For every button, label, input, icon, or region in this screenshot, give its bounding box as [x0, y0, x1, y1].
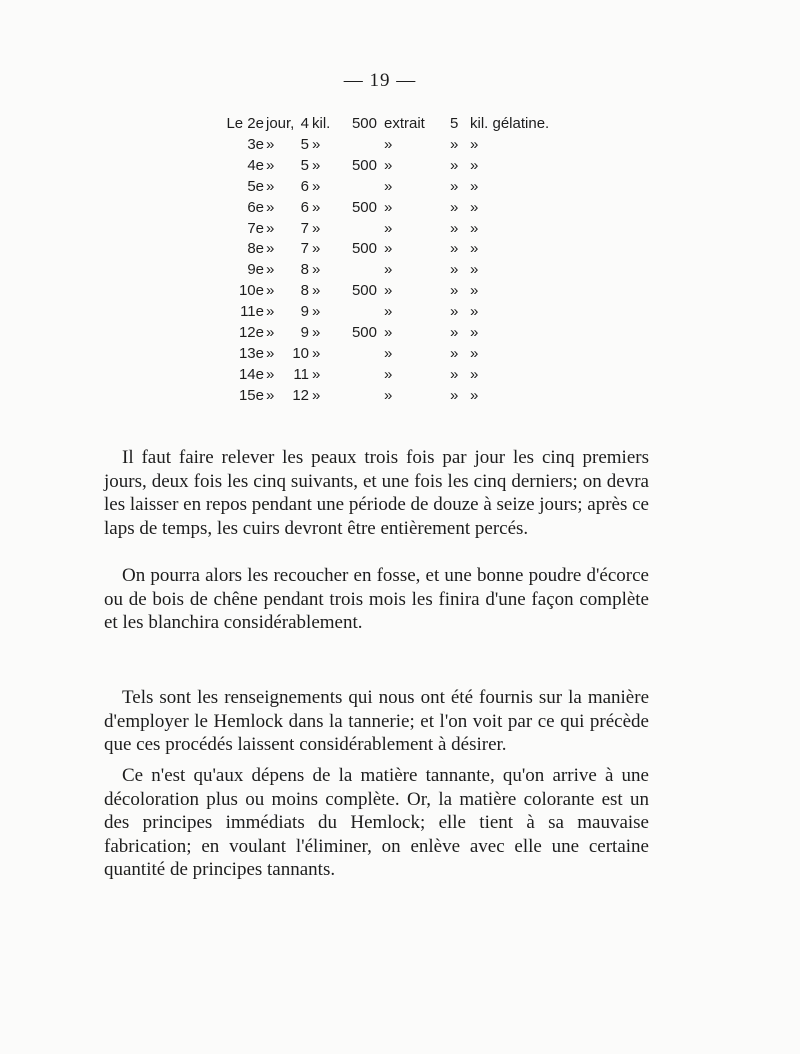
table-cell-w4: »: [470, 177, 479, 195]
table-cell-w2: »: [312, 156, 321, 174]
table-cell-kil: 5: [300, 135, 309, 153]
table-cell-day: 13e: [238, 344, 264, 362]
table-cell-w2: »: [312, 303, 321, 321]
table-cell-w3: »: [384, 240, 393, 258]
table-cell-day: 11e: [240, 303, 264, 321]
table-cell-grams: 500: [351, 240, 377, 258]
table-cell-kil: 10: [292, 344, 309, 362]
table-cell-w2: »: [312, 261, 321, 279]
table-cell-kil: 6: [300, 198, 309, 216]
table-cell-w3: »: [384, 219, 393, 237]
table-cell-w4: »: [470, 324, 479, 341]
table-cell-five: »: [450, 282, 459, 300]
table-cell-five: »: [450, 240, 459, 258]
table-cell-day: 4e: [247, 156, 264, 174]
table-cell-five: »: [450, 219, 459, 237]
table-cell-w1: »: [266, 386, 275, 404]
table-cell-day: 8e: [247, 240, 264, 258]
table-cell-day: 12e: [238, 324, 264, 341]
table-cell-five: »: [450, 177, 459, 195]
table-cell-w3: »: [384, 135, 393, 153]
table-cell-kil: 9: [300, 324, 309, 341]
table-cell-five: »: [450, 198, 459, 216]
paragraph-3: Tels sont les renseignements qui nous ont été fournis sur la manière d'employer le Hemlock dans la tannerie; et l'on voit par ce qui précède que ces procédés laissent considérablement à désirer.: [104, 687, 649, 756]
table-cell-w4: »: [470, 198, 479, 216]
table-cell-w3: »: [384, 344, 393, 362]
table-cell-w3: »: [384, 198, 393, 216]
table-cell-grams: 500: [351, 198, 377, 216]
table-cell-w4: »: [470, 365, 479, 383]
table-cell-w2: »: [312, 386, 321, 404]
paragraph-2: On pourra alors les recoucher en fosse, et une bonne poudre d'écorce ou de bois de chêne pendant trois mois les finira d'une façon complète et les blanchira considérablement.: [104, 565, 649, 634]
table-cell-kil: 11: [293, 365, 309, 383]
table-cell-w1: »: [266, 344, 275, 362]
table-cell-w1: »: [266, 282, 275, 300]
table-cell-kil: 7: [300, 219, 309, 237]
table-cell-w1: »: [266, 324, 275, 341]
table-cell-w4: »: [470, 135, 479, 153]
table-cell-day: 9e: [247, 261, 264, 279]
table-cell-w4: »: [470, 282, 479, 300]
table-cell-kil: 5: [300, 156, 309, 174]
table-cell-day: 14e: [238, 365, 264, 383]
table-cell-grams: 500: [351, 156, 377, 174]
table-cell-w1: »: [266, 303, 275, 321]
table-cell-kil: 4: [300, 115, 309, 132]
table-cell-w4: »: [470, 344, 479, 362]
table-cell-w2: »: [312, 177, 321, 195]
table-cell-w2: »: [312, 324, 321, 341]
table-cell-w2: »: [312, 198, 321, 216]
table-cell-day: 5e: [247, 177, 264, 195]
table-cell-kil: 8: [300, 261, 309, 279]
table-cell-w3: »: [384, 303, 393, 321]
table-cell-w1: »: [266, 240, 275, 258]
table-cell-w3: »: [384, 386, 393, 404]
table-cell-five: »: [450, 344, 459, 362]
table-cell-w3: extrait: [384, 115, 425, 132]
table-cell-five: »: [450, 324, 459, 341]
table-cell-five: »: [450, 386, 459, 404]
table-cell-w3: »: [384, 261, 393, 279]
table-cell-w2: »: [312, 240, 321, 258]
table-cell-day: 15e: [238, 386, 264, 404]
table-cell-w1: »: [266, 365, 275, 383]
table-cell-kil: 6: [300, 177, 309, 195]
page-number: — 19 —: [343, 70, 417, 91]
table-cell-w3: »: [384, 365, 393, 383]
table-cell-grams: 500: [351, 115, 377, 132]
table-cell-five: »: [450, 156, 459, 174]
table-cell-w3: »: [384, 177, 393, 195]
table-cell-kil: 9: [300, 303, 309, 321]
table-cell-w4: »: [470, 156, 479, 174]
table-cell-w1: »: [266, 156, 275, 174]
paragraph-1: Il faut faire relever les peaux trois fois par jour les cinq premiers jours, deux fois les cinq suivants, et une fois les cinq derniers; on devra les laisser en repos pendant une période de douze à seize jours; après ce laps de temps, les cuirs devront être entièrement percés.: [104, 447, 649, 539]
table-cell-five: 5: [450, 115, 459, 132]
table-cell-w2: »: [312, 344, 321, 362]
table-cell-w1: »: [266, 261, 275, 279]
table-cell-w4: »: [470, 303, 479, 321]
table-cell-day: Le 2e: [226, 115, 264, 132]
table-cell-w4: »: [470, 240, 479, 258]
table-cell-w4: »: [470, 386, 479, 404]
table-cell-day: 10e: [238, 282, 264, 300]
table-cell-kil: 12: [292, 386, 309, 404]
table-cell-w2: kil.: [312, 115, 331, 132]
table-cell-w4: »: [470, 261, 479, 279]
table-cell-five: »: [450, 135, 459, 153]
table-cell-w1: »: [266, 219, 275, 237]
table-cell-day: 3e: [247, 135, 264, 153]
table-cell-w2: »: [312, 365, 321, 383]
table-cell-w1: »: [266, 177, 275, 195]
table-cell-kil: 8: [300, 282, 309, 300]
paragraph-4: Ce n'est qu'aux dépens de la matière tannante, qu'on arrive à une décoloration plus ou moins complète. Or, la matière colorante est un des principes immédiats du Hemlock; elle tient à sa mauvaise fabrication; en voulant l'éliminer, on enlève avec elle une certaine quantité de principes tannants.: [104, 765, 649, 881]
table-cell-w1: jour,: [266, 115, 295, 132]
table-cell-w2: »: [312, 219, 321, 237]
table-cell-grams: 500: [351, 324, 377, 341]
table-cell-five: »: [450, 303, 459, 321]
table-cell-w4: kil. gélatine.: [470, 115, 550, 132]
table-cell-five: »: [450, 261, 459, 279]
table-cell-w4: »: [470, 219, 479, 237]
table-cell-w3: »: [384, 282, 393, 300]
table-cell-day: 7e: [247, 219, 264, 237]
table-cell-kil: 7: [300, 240, 309, 258]
table-cell-w3: »: [384, 156, 393, 174]
table-cell-grams: 500: [351, 282, 377, 300]
table-cell-five: »: [450, 365, 459, 383]
table-cell-w2: »: [312, 135, 321, 153]
table-cell-day: 6e: [247, 198, 264, 216]
table-cell-w1: »: [266, 198, 275, 216]
table-cell-w1: »: [266, 135, 275, 153]
table-cell-w3: »: [384, 324, 393, 341]
table-cell-w2: »: [312, 282, 321, 300]
